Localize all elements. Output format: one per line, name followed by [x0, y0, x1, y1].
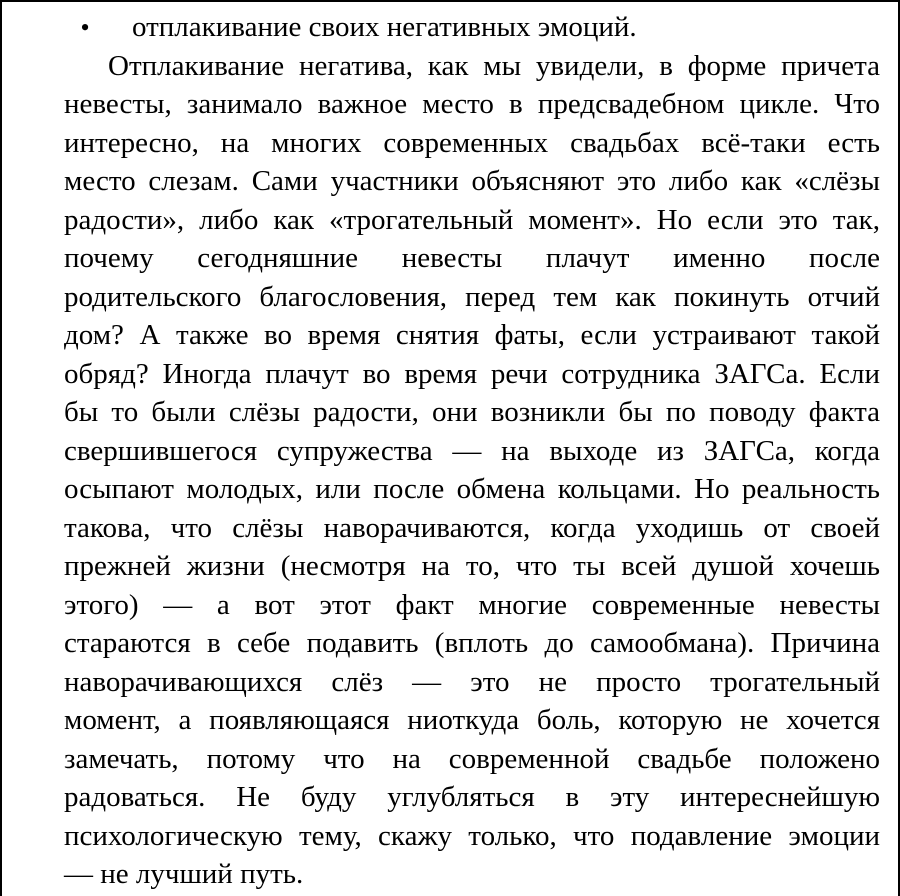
- paragraph-line: интересно, на многих современных свадьбах всё-таки есть: [64, 126, 880, 159]
- paragraph-line: наворачивающихся слёз — это не просто трогательный: [64, 665, 880, 698]
- paragraph-line: бы то были слёзы радости, они возникли бы по поводу факта: [64, 396, 880, 428]
- paragraph-line: такова, что слёзы наворачиваются, когда уходишь от своей: [64, 511, 880, 544]
- paragraph-line: невесты, занимало важное место в предсвадебном цикле. Что: [64, 88, 880, 120]
- bullet-list-item: [20, 8, 880, 47]
- paragraph-line: обряд? Иногда плачут во время речи сотрудника ЗАГСа. Если: [64, 357, 880, 390]
- bullet-icon: •: [80, 13, 90, 42]
- paragraph-line: место слезам. Сами участники объясняют это либо как «слёзы: [64, 165, 880, 197]
- paragraph-line-last: — не лучший путь.: [64, 858, 304, 890]
- paragraph-line: Отплакивание негатива, как мы увидели, в форме причета: [108, 49, 880, 82]
- paragraph-line: родительского благословения, перед тем как покинуть отчий: [64, 280, 880, 313]
- paragraph-line: психологическую тему, скажу только, что подавление эмоции: [64, 819, 880, 852]
- body-paragraph: [20, 47, 880, 894]
- paragraph-line: почему сегодняшние невесты плачут именно после: [64, 242, 880, 274]
- paragraph-line: радоваться. Не буду углубляться в эту интереснейшую: [64, 781, 880, 813]
- bullet-text: отплакивание своих негативных эмоций.: [132, 11, 637, 43]
- paragraph-line: стараются в себе подавить (вплоть до самообмана). Причина: [64, 627, 880, 659]
- paragraph-line: замечать, потому что на современной свадьбе положено: [64, 742, 880, 775]
- paragraph-line: свершившегося супружества — на выходе из ЗАГСа, когда: [64, 434, 880, 467]
- paragraph-line: прежней жизни (несмотря на то, что ты всей душой хочешь: [64, 550, 880, 582]
- paragraph-line: осыпают молодых, или после обмена кольцами. Но реальность: [64, 473, 880, 505]
- paragraph-line: радости», либо как «трогательный момент». Но если это так,: [64, 203, 880, 236]
- paragraph-line: момент, а появляющаяся ниоткуда боль, которую не хочется: [64, 704, 880, 736]
- paragraph-line: дом? А также во время снятия фаты, если устраивают такой: [64, 319, 880, 351]
- paragraph-line: этого) — а вот этот факт многие современные невесты: [64, 588, 880, 621]
